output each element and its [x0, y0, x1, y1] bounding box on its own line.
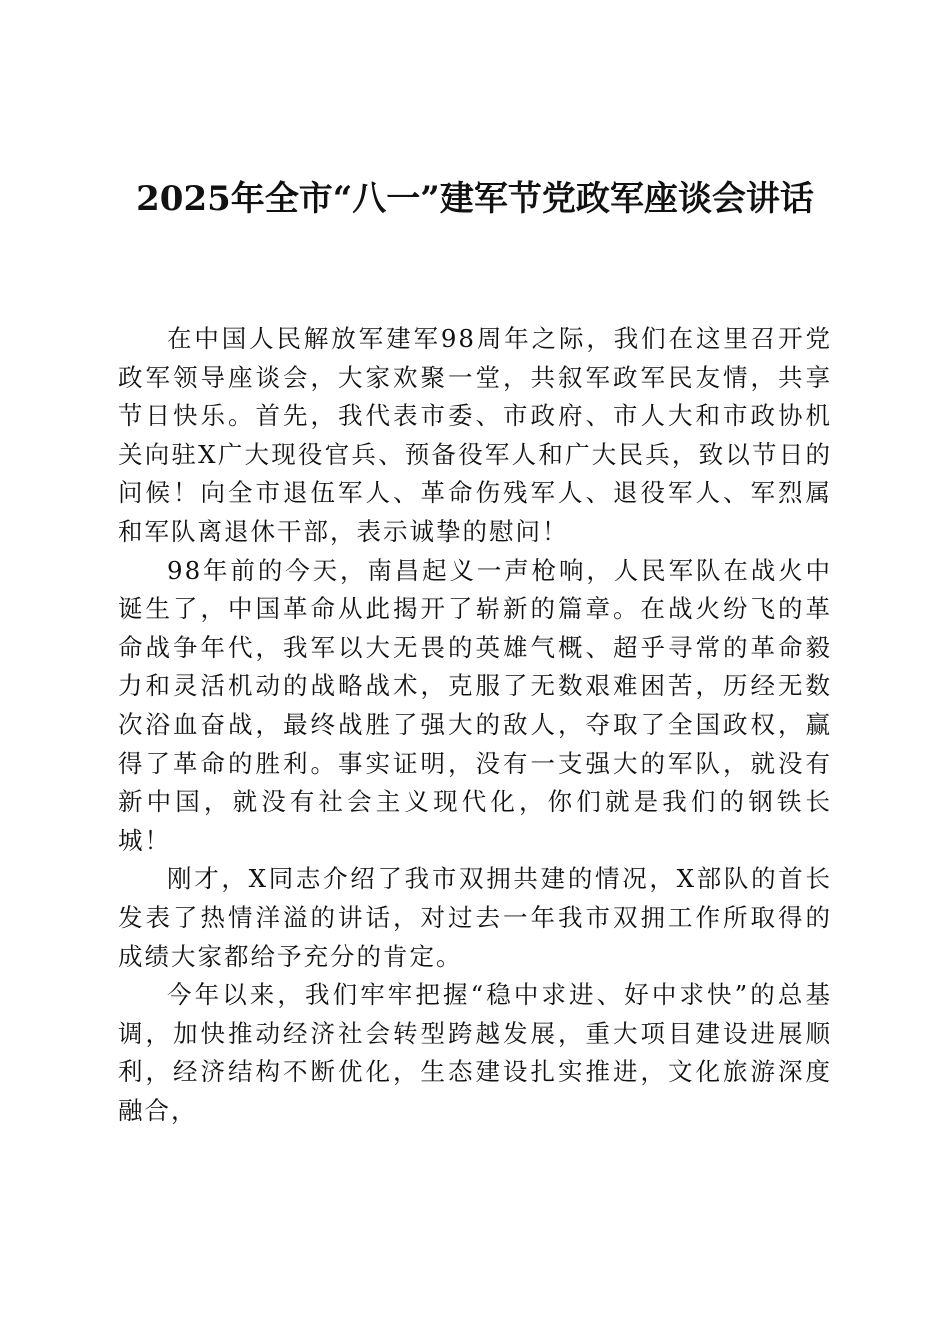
- paragraph-1: 在中国人民解放军建军98周年之际，我们在这里召开党政军领导座谈会，大家欢聚一堂，共叙军政军民友情，共享节日快乐。首先，我代表市委、市政府、市人大和市政协机关向驻X广大现役官兵、预备役军人和广大民兵，致以节日的问候！向全市退伍军人、革命伤残军人、退役军人、军烈属和军队离退休干部，表示诚挚的慰问！: [118, 324, 832, 546]
- document-body: [118, 320, 832, 1130]
- paragraph-4: 今年以来，我们牢牢把握“稳中求进、好中求快”的总基调，加快推动经济社会转型跨越发展，重大项目建设进展顺利，经济结构不断优化，生态建设扎实推进，文化旅游深度融合，: [118, 980, 832, 1125]
- document-title: 2025年全市“八一”建军节党政军座谈会讲话: [136, 178, 814, 219]
- paragraph-2: 98年前的今天，南昌起义一声枪响，人民军队在战火中诞生了，中国革命从此揭开了崭新的篇章。在战火纷飞的革命战争年代，我军以大无畏的英雄气概、超乎寻常的革命毅力和灵活机动的战略战术，克服了无数艰难困苦，历经无数次浴血奋战，最终战胜了强大的敌人，夺取了全国政权，赢得了革命的胜利。事实证明，没有一支强大的军队，就没有新中国，就没有社会主义现代化，你们就是我们的钢铁长城！: [118, 555, 832, 855]
- paragraph-3: 刚才，X同志介绍了我市双拥共建的情况，X部队的首长发表了热情洋溢的讲话，对过去一年我市双拥工作所取得的成绩大家都给予充分的肯定。: [118, 864, 832, 971]
